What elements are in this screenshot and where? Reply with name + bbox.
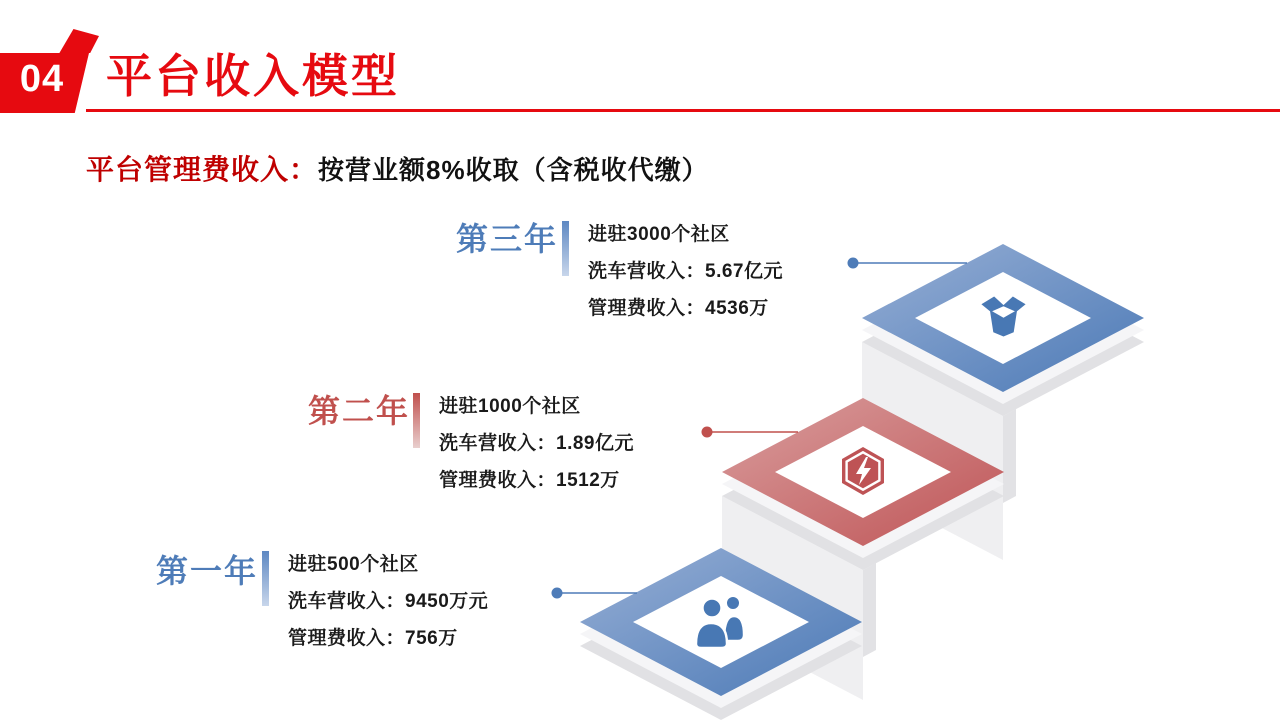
year1-line2: 洗车营收入：9450万元	[288, 591, 489, 612]
subtitle-text: 按营业额8%收取（含税收代缴）	[318, 155, 709, 185]
year3-connector-dot	[848, 258, 859, 269]
year2-line1: 进驻1000个社区	[439, 396, 581, 417]
year2-label: 第二年	[308, 393, 411, 429]
year2-line3: 管理费收入：1512万	[439, 470, 620, 491]
year1-label: 第一年	[156, 553, 259, 589]
year3-line3: 管理费收入：4536万	[588, 298, 769, 319]
year3-line2: 洗车营收入：5.67亿元	[588, 261, 783, 282]
year1-connector-dot	[552, 588, 563, 599]
year3-line1: 进驻3000个社区	[588, 224, 730, 245]
year3-label: 第三年	[456, 221, 559, 257]
chapter-number: 04	[19, 58, 65, 100]
year2-line2: 洗车营收入：1.89亿元	[439, 433, 634, 454]
page-title: 平台收入模型	[106, 50, 400, 102]
subtitle-lead: 平台管理费收入：	[86, 154, 319, 185]
year1-line1: 进驻500个社区	[288, 554, 419, 575]
year2-connector-dot	[702, 427, 713, 438]
year1-line3: 管理费收入：756万	[288, 628, 458, 649]
